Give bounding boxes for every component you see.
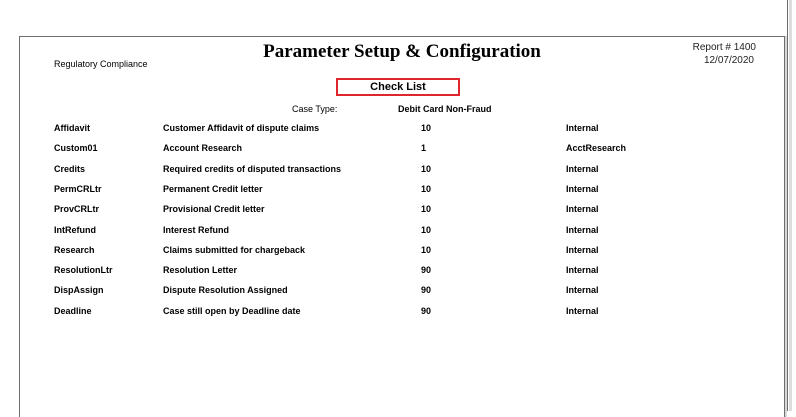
- table-row: [20, 285, 784, 299]
- item-description: Case still open by Deadline date: [163, 305, 301, 316]
- organization-name: Regulatory Compliance: [54, 59, 148, 69]
- item-code: ResolutionLtr: [54, 265, 113, 276]
- item-department: Internal: [566, 123, 599, 133]
- item-description: Required credits of disputed transactions: [163, 163, 342, 174]
- item-department: Internal: [566, 204, 599, 215]
- case-type-label: Case Type:: [292, 104, 338, 114]
- item-code: IntRefund: [54, 224, 96, 235]
- item-department: Internal: [566, 224, 599, 235]
- item-code: Deadline: [54, 305, 92, 316]
- table-row: [20, 306, 784, 320]
- table-row: [20, 225, 784, 239]
- item-department: Internal: [566, 183, 599, 194]
- report-page: [19, 36, 785, 417]
- table-row: [20, 184, 784, 198]
- item-department: Internal: [566, 285, 599, 296]
- item-code: PermCRLtr: [54, 183, 102, 194]
- item-department: Internal: [566, 163, 599, 174]
- case-type-value: Debit Card Non-Fraud: [398, 104, 492, 114]
- item-days: 90: [421, 285, 432, 296]
- report-date: 12/07/2020: [703, 55, 754, 66]
- item-days: 90: [421, 305, 432, 316]
- viewer-border: [787, 0, 788, 411]
- item-description: Resolution Letter: [163, 265, 238, 276]
- item-days: 10: [421, 163, 432, 174]
- viewer-scroll-edge: [789, 0, 792, 411]
- item-code: Affidavit: [54, 123, 90, 133]
- item-days: 10: [421, 244, 432, 255]
- table-row: [20, 265, 784, 279]
- item-description: Provisional Credit letter: [163, 204, 265, 215]
- item-department: Internal: [566, 244, 599, 255]
- table-row: [20, 143, 784, 157]
- item-code: Custom01: [54, 143, 98, 154]
- item-department: Internal: [566, 265, 599, 276]
- report-number: Report # 1400: [692, 42, 756, 53]
- item-description: Dispute Resolution Assigned: [163, 285, 288, 296]
- item-code: ProvCRLtr: [54, 204, 100, 215]
- table-row: [20, 164, 784, 178]
- item-days: 10: [421, 183, 432, 194]
- item-code: Credits: [54, 163, 86, 174]
- item-department: AcctResearch: [566, 143, 627, 154]
- table-row: [20, 204, 784, 218]
- item-description: Account Research: [163, 143, 243, 154]
- item-description: Interest Refund: [163, 224, 230, 235]
- item-days: 1: [421, 143, 427, 154]
- item-days: 10: [421, 123, 432, 133]
- table-row: [20, 245, 784, 259]
- item-description: Permanent Credit letter: [163, 183, 263, 194]
- item-description: Claims submitted for chargeback: [163, 244, 306, 255]
- table-row: [20, 123, 784, 137]
- item-code: Research: [54, 244, 95, 255]
- item-code: DispAssign: [54, 285, 104, 296]
- section-title-checklist: Check List: [336, 78, 460, 96]
- item-days: 90: [421, 265, 432, 276]
- item-department: Internal: [566, 305, 599, 316]
- item-description: Customer Affidavit of dispute claims: [163, 123, 320, 133]
- item-days: 10: [421, 224, 432, 235]
- item-days: 10: [421, 204, 432, 215]
- report-title: Parameter Setup & Configuration: [263, 41, 541, 62]
